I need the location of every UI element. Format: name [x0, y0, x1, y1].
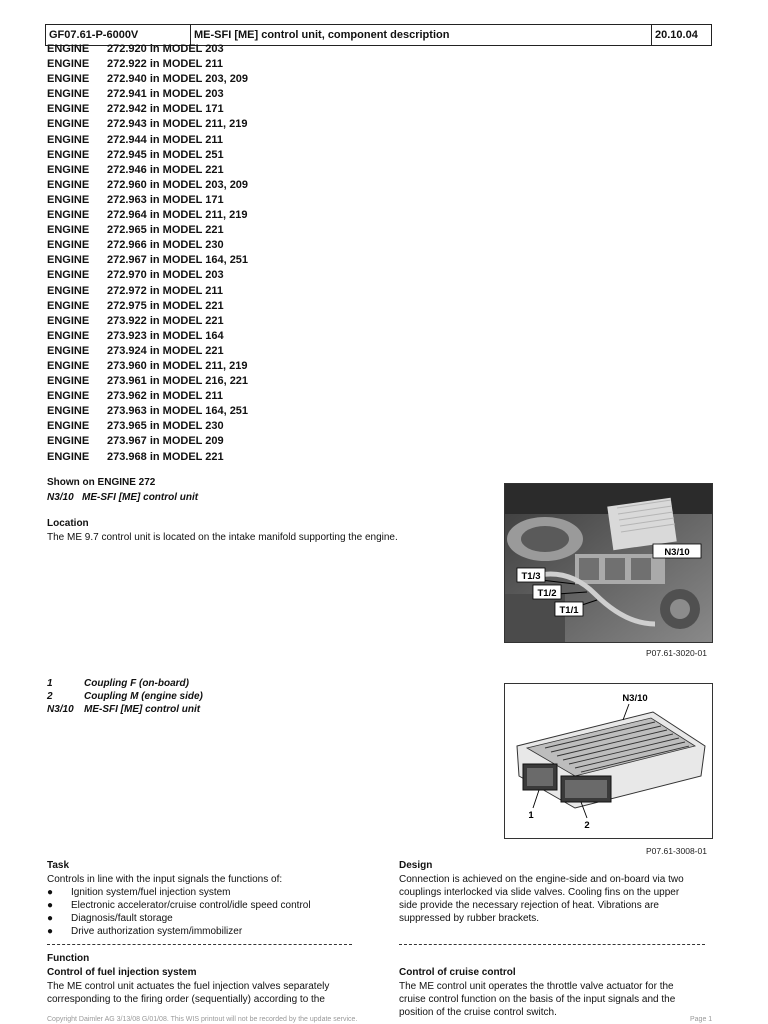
doc-date: 20.10.04 [655, 29, 698, 41]
legend-code: N3/10 [47, 704, 74, 715]
engine-bay-photo [504, 483, 713, 643]
engine-label: ENGINE [47, 254, 90, 267]
engine-row [47, 284, 248, 299]
text-line: corresponding to the firing order (sequentially) according to the [47, 994, 325, 1005]
design-text [399, 873, 684, 925]
engine-row [47, 299, 248, 314]
function-text [47, 980, 329, 1006]
engine-bay-illustration [505, 484, 713, 643]
engine-label: ENGINE [47, 239, 90, 252]
engine-label: ENGINE [47, 73, 90, 86]
engine-row [47, 178, 248, 193]
engine-label: ENGINE [47, 58, 90, 71]
engine-row [47, 163, 248, 178]
text-line: Connection is achieved on the engine-side and on-board via two [399, 874, 684, 885]
legend-text: ME-SFI [ME] control unit [84, 704, 201, 715]
engine-label: ENGINE [47, 133, 90, 146]
engine-label: ENGINE [47, 118, 90, 131]
text-line: suppressed by rubber brackets. [399, 913, 540, 924]
engine-row [47, 193, 248, 208]
engine-model: 272.972 in MODEL 211 [107, 284, 223, 297]
text-line: couplings interlocked via slide valves. Cooling fins on the upper [399, 887, 680, 898]
text-line: The ME control unit operates the throttle valve actuator for the [399, 981, 674, 992]
label-t12: T1/2 [537, 588, 557, 599]
engine-model: 272.922 in MODEL 211 [107, 58, 223, 71]
text-line: side provide the necessary rejection of heat. Vibrations are [399, 900, 659, 911]
engine-label: ENGINE [47, 375, 90, 388]
engine-label: ENGINE [47, 88, 90, 101]
control-unit-illustration [505, 684, 713, 839]
engine-model: 273.923 in MODEL 164 [107, 329, 224, 342]
doc-title: ME-SFI [ME] control unit, component description [191, 25, 652, 45]
engine-row [47, 389, 248, 404]
n310-legend [47, 491, 198, 504]
task-bullet-text: Electronic accelerator/cruise control/idle speed control [71, 900, 311, 911]
engine-row [47, 87, 248, 102]
footer-copyright: Copyright Daimler AG 3/13/08 G/01/08. This WIS printout will not be recorded by the update service. [47, 1016, 358, 1023]
engine-model: 273.961 in MODEL 216, 221 [107, 375, 249, 388]
engine-model: 273.963 in MODEL 164, 251 [107, 405, 249, 418]
location-heading: Location [47, 518, 89, 529]
engine-row [47, 133, 248, 148]
engine-model: 272.963 in MODEL 171 [107, 193, 224, 206]
engine-model: 272.970 in MODEL 203 [107, 269, 224, 282]
text-line: cruise control function on the basis of the input signals and the [399, 994, 676, 1005]
engine-row [47, 314, 248, 329]
task-bullet-text: Drive authorization system/immobilizer [71, 926, 243, 937]
engine-label: ENGINE [47, 450, 90, 463]
engine-model: 272.964 in MODEL 211, 219 [107, 209, 248, 222]
engine-label: ENGINE [47, 43, 90, 55]
task-bullet [47, 899, 311, 912]
control-unit-drawing [504, 683, 713, 839]
task-heading: Task [47, 860, 70, 871]
engine-label: ENGINE [47, 193, 90, 206]
engine-model: 272.944 in MODEL 211 [107, 133, 223, 146]
engine-model: 273.924 in MODEL 221 [107, 344, 224, 357]
engine-model: 273.960 in MODEL 211, 219 [107, 359, 248, 372]
engine-row [47, 238, 248, 253]
engine-list [47, 42, 248, 465]
task-intro: Controls in line with the input signals the functions of: [47, 874, 283, 885]
engine-row [47, 359, 248, 374]
bullet-icon: ● [47, 913, 54, 924]
text-line: The ME control unit actuates the fuel injection valves separately [47, 981, 330, 992]
text-line: position of the cruise control switch. [399, 1007, 557, 1018]
cruise-heading: Control of cruise control [399, 967, 516, 978]
engine-label: ENGINE [47, 420, 90, 433]
engine-label: ENGINE [47, 269, 90, 282]
engine-model: 272.943 in MODEL 211, 219 [107, 118, 248, 131]
function-heading: Function [47, 953, 90, 964]
engine-model: 272.920 in MODEL 203 [107, 43, 224, 55]
engine-row [47, 434, 248, 449]
engine-label: ENGINE [47, 284, 90, 297]
engine-label: ENGINE [47, 224, 90, 237]
engine-model: 272.942 in MODEL 171 [107, 103, 224, 116]
engine-model: 273.968 in MODEL 221 [107, 450, 224, 463]
engine-model: 272.946 in MODEL 221 [107, 163, 224, 176]
legend-item [47, 703, 203, 716]
engine-model: 272.940 in MODEL 203, 209 [107, 73, 249, 86]
function-subheading: Control of fuel injection system [47, 967, 197, 978]
shown-on-label: Shown on ENGINE 272 [47, 477, 156, 488]
engine-label: ENGINE [47, 435, 90, 448]
task-bullet [47, 912, 311, 925]
cruise-text [399, 980, 675, 1019]
label-t13: T1/3 [521, 571, 541, 582]
engine-model: 273.922 in MODEL 221 [107, 314, 224, 327]
separator-right [399, 944, 705, 945]
engine-row [47, 57, 248, 72]
engine-row [47, 374, 248, 389]
engine-row [47, 329, 248, 344]
location-text: The ME 9.7 control unit is located on the intake manifold supporting the engine. [47, 532, 398, 543]
engine-row [47, 404, 248, 419]
bullet-icon: ● [47, 900, 54, 911]
bullet-icon: ● [47, 887, 54, 898]
label-t11: T1/1 [559, 605, 579, 616]
engine-label: ENGINE [47, 178, 90, 191]
engine-row [47, 344, 248, 359]
legend-text: Coupling M (engine side) [84, 691, 203, 702]
task-bullet [47, 886, 311, 899]
engine-label: ENGINE [47, 103, 90, 116]
engine-label: ENGINE [47, 390, 90, 403]
engine-row [47, 253, 248, 268]
engine-model: 273.965 in MODEL 230 [107, 420, 224, 433]
engine-row [47, 148, 248, 163]
legend-item [47, 677, 203, 690]
design-heading: Design [399, 860, 433, 871]
engine-model: 272.965 in MODEL 221 [107, 224, 224, 237]
label-n310: N3/10 [664, 547, 690, 558]
engine-model: 273.962 in MODEL 211 [107, 390, 223, 403]
label-n310-fig2: N3/10 [622, 693, 648, 704]
engine-row [47, 42, 248, 57]
n310-code: N3/10 [47, 492, 74, 503]
engine-model: 272.975 in MODEL 221 [107, 299, 224, 312]
engine-label: ENGINE [47, 344, 90, 357]
engine-model: 272.945 in MODEL 251 [107, 148, 224, 161]
bullet-icon: ● [47, 926, 54, 937]
figure1-caption: P07.61-3020-01 [646, 648, 707, 658]
engine-model: 272.960 in MODEL 203, 209 [107, 178, 249, 191]
engine-model: 272.967 in MODEL 164, 251 [107, 254, 249, 267]
task-bullet-text: Ignition system/fuel injection system [71, 887, 231, 898]
engine-label: ENGINE [47, 359, 90, 372]
engine-row [47, 450, 248, 465]
legend-code: 2 [47, 691, 53, 702]
engine-row [47, 223, 248, 238]
engine-label: ENGINE [47, 405, 90, 418]
engine-row [47, 117, 248, 132]
legend-text: Coupling F (on-board) [84, 678, 189, 689]
task-bullet [47, 925, 311, 938]
separator-left [47, 944, 352, 945]
coupling-legend [47, 677, 203, 716]
engine-label: ENGINE [47, 148, 90, 161]
legend-code: 1 [47, 678, 53, 689]
engine-row [47, 102, 248, 117]
figure2-caption: P07.61-3008-01 [646, 846, 707, 856]
footer-page: Page 1 [690, 1016, 713, 1023]
task-bullets [47, 886, 311, 938]
engine-row [47, 208, 248, 223]
n310-text: ME-SFI [ME] control unit [82, 492, 199, 503]
label-2: 2 [584, 820, 590, 831]
engine-row [47, 268, 248, 283]
engine-row [47, 419, 248, 434]
engine-model: 272.966 in MODEL 230 [107, 239, 224, 252]
label-1: 1 [528, 810, 534, 821]
engine-label: ENGINE [47, 209, 90, 222]
engine-label: ENGINE [47, 299, 90, 312]
engine-label: ENGINE [47, 163, 90, 176]
engine-row [47, 72, 248, 87]
doc-id: GF07.61-P-6000V [46, 25, 191, 45]
legend-item [47, 690, 203, 703]
engine-label: ENGINE [47, 314, 90, 327]
engine-label: ENGINE [47, 329, 90, 342]
engine-model: 273.967 in MODEL 209 [107, 435, 224, 448]
engine-model: 272.941 in MODEL 203 [107, 88, 224, 101]
task-bullet-text: Diagnosis/fault storage [71, 913, 173, 924]
